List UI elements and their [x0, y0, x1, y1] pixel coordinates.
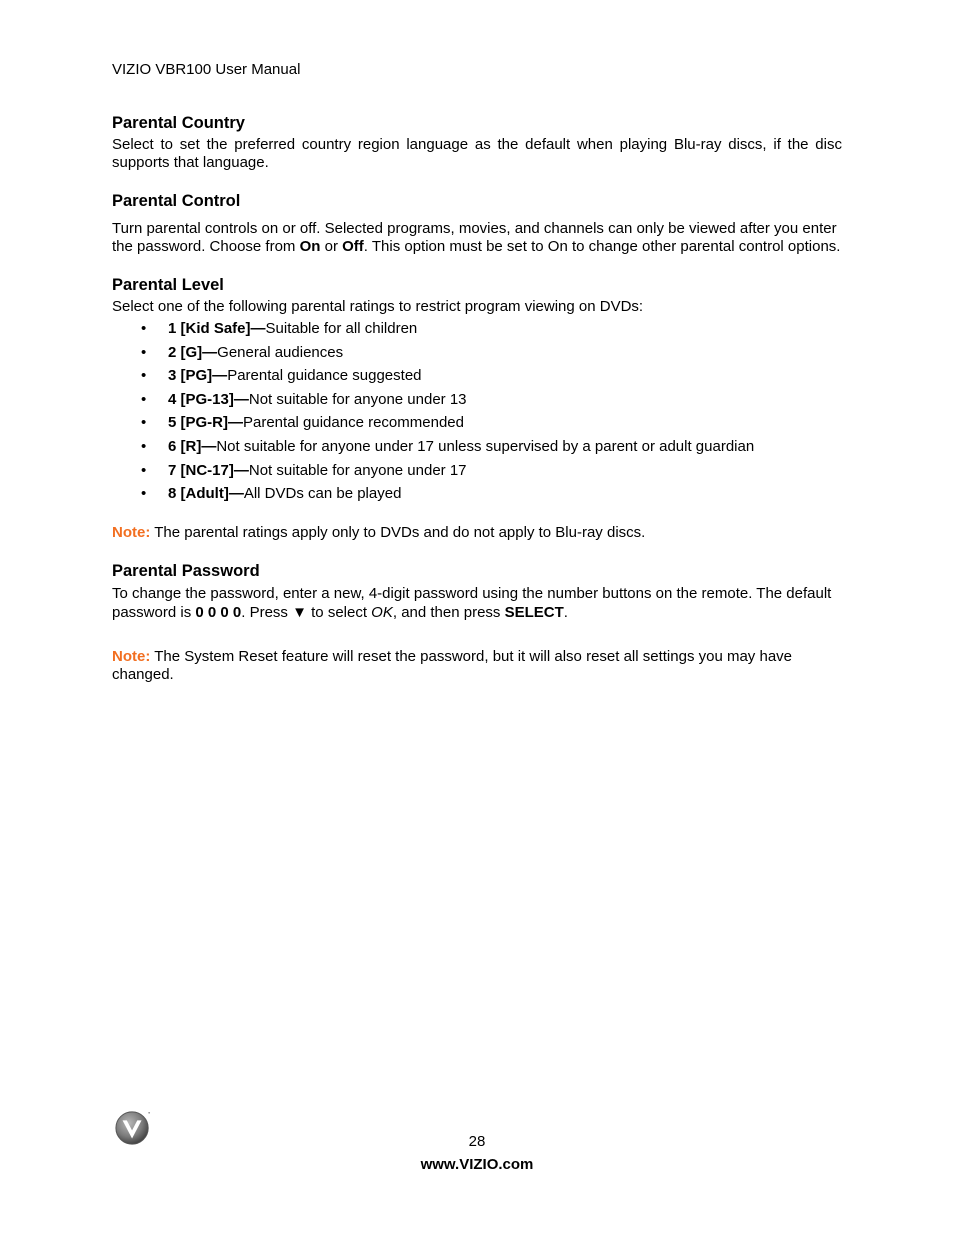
parental-password-text: To change the password, enter a new, 4-digit password using the number buttons on the remote. The default password is 0 0 0 0. Press ▼ to select OK, and then press SELECT.: [112, 585, 832, 622]
down-arrow-icon: ▼: [292, 604, 307, 622]
ok-option: OK: [371, 604, 393, 622]
list-item: • 6 [R]—Not suitable for anyone under 17 unless supervised by a parent or adult guardian: [168, 438, 842, 456]
list-item: • 2 [G]—General audiences: [168, 344, 842, 362]
note-label: Note:: [112, 524, 151, 542]
section-heading-parental-control: Parental Control: [112, 192, 241, 210]
option-off: Off: [342, 238, 364, 255]
parental-level-intro: Select one of the following parental ratings to restrict program viewing on DVDs:: [112, 298, 644, 315]
section-heading-parental-country: Parental Country: [112, 114, 245, 132]
list-item: • 1 [Kid Safe]—Suitable for all children: [168, 320, 842, 338]
select-button-label: SELECT: [504, 604, 564, 622]
option-on: On: [299, 238, 321, 255]
parental-password-note: Note: The System Reset feature will reset the password, but it will also reset all settings you may have changed.: [112, 648, 793, 684]
document-header: VIZIO VBR100 User Manual: [112, 61, 301, 78]
list-item: • 8 [Adult]—All DVDs can be played: [168, 485, 842, 503]
list-item: • 4 [PG-13]—Not suitable for anyone under 13: [168, 391, 842, 409]
document-body: [112, 113, 842, 684]
footer-url: www.VIZIO.com: [420, 1156, 534, 1173]
section-heading-parental-password: Parental Password: [112, 562, 260, 581]
rating-list: [112, 320, 842, 503]
parental-country-text: Select to set the preferred country region language as the default when playing Blu-ray discs, if the disc supports that language.: [112, 136, 842, 171]
parental-control-text: Turn parental controls on or off. Selected programs, movies, and channels can only be viewed after you enter the password. Choose from On or Off. This option must be set to On to change other parental control options.: [112, 220, 841, 255]
list-item: • 5 [PG-R]—Parental guidance recommended: [168, 414, 842, 432]
section-heading-parental-level: Parental Level: [112, 276, 224, 294]
note-label: Note:: [112, 648, 151, 666]
parental-level-note: Note: The parental ratings apply only to DVDs and do not apply to Blu-ray discs.: [112, 524, 646, 542]
list-item: • 7 [NC-17]—Not suitable for anyone under 17: [168, 462, 842, 480]
page-number: 28: [468, 1133, 486, 1150]
list-item: • 3 [PG]—Parental guidance suggested: [168, 367, 842, 385]
default-password: 0 0 0 0: [195, 604, 242, 622]
